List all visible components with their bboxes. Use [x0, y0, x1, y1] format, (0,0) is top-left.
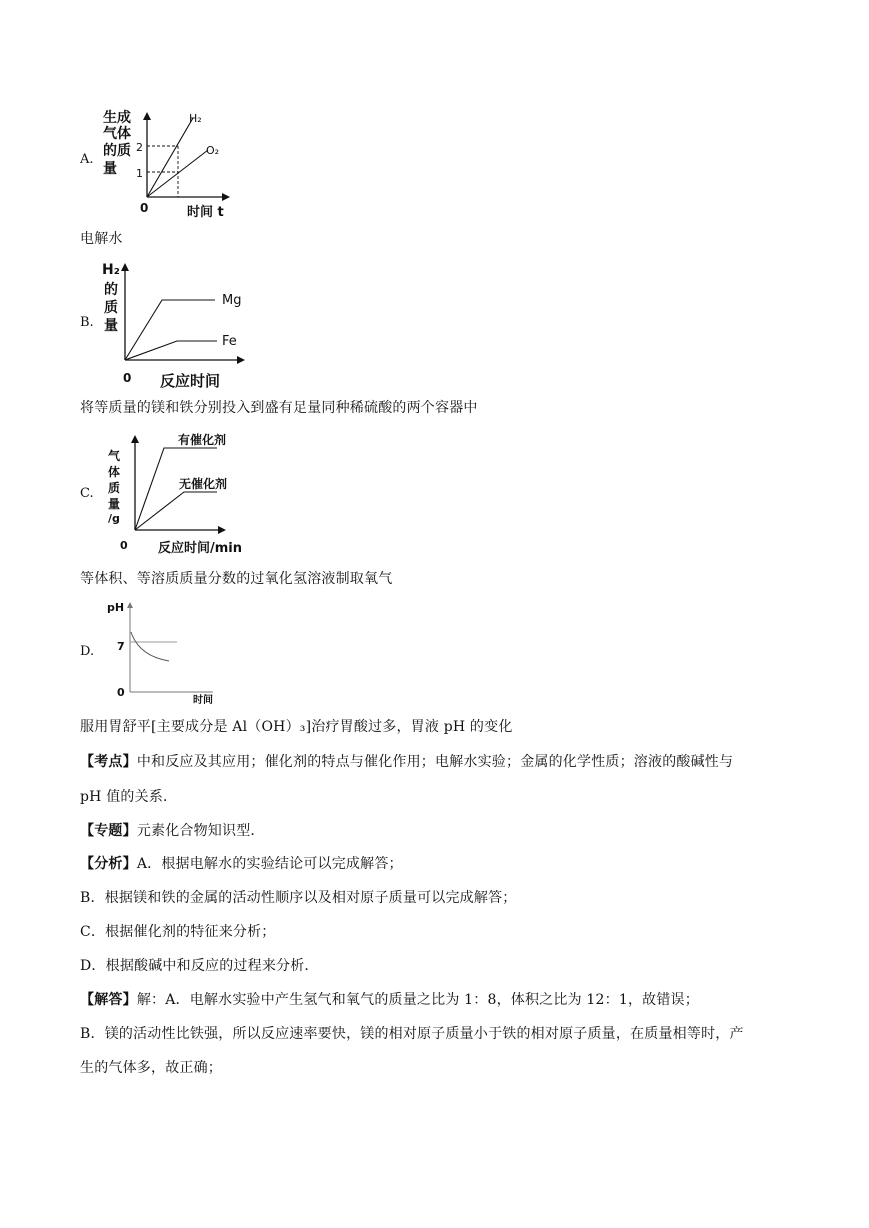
- zhuanti-tag: 【专题】: [80, 823, 137, 839]
- c-ylabel-2: 体: [108, 465, 121, 479]
- b-ylabel-4: 量: [104, 318, 118, 334]
- a-origin: 0: [140, 201, 149, 215]
- option-b-caption: 将等质量的镁和铁分别投入到盛有足量同种稀硫酸的两个容器中: [80, 400, 478, 416]
- b-ylabel-3: 质: [104, 300, 118, 316]
- a-ylabel-3: 的质: [103, 143, 131, 159]
- option-b-letter: B.: [80, 315, 94, 330]
- c-ylabel-4: 量: [108, 497, 121, 511]
- c-ylabel-1: 气: [108, 449, 121, 463]
- b-label-fe: Fe: [222, 334, 237, 349]
- c-label-with: 有催化剂: [178, 433, 227, 447]
- a-tick-2: 2: [136, 141, 143, 154]
- jieda-tag: 【解答】: [80, 992, 137, 1008]
- kaodian-line-1: [80, 751, 733, 771]
- option-c-graph: [100, 428, 245, 558]
- d-xlabel: 时间: [193, 695, 213, 706]
- kaodian-text-1: 中和反应及其应用；催化剂的特点与催化作用；电解水实验；金属的化学性质；溶液的酸碱性与: [136, 754, 734, 770]
- b-xlabel: 反应时间: [160, 372, 221, 390]
- jieda-line-a: [80, 989, 699, 1009]
- fenxi-tag: 【分析】: [80, 856, 137, 872]
- d-tick-7: 7: [117, 640, 125, 653]
- fenxi-line-d: D．根据酸碱中和反应的过程来分析．: [80, 958, 319, 974]
- b-ylabel-2: 的: [104, 282, 118, 298]
- option-a-caption: 电解水: [80, 231, 123, 247]
- a-ylabel-1: 生成: [103, 110, 131, 126]
- fenxi-line-a: [80, 853, 403, 873]
- c-xlabel: 反应时间/min: [158, 541, 243, 556]
- d-origin: 0: [117, 686, 125, 699]
- fenxi-text-a: A．根据电解水的实验结论可以完成解答；: [136, 856, 403, 872]
- zhuanti-line: [80, 820, 265, 840]
- a-label-o2: O₂: [206, 144, 220, 157]
- option-c-caption: 等体积、等溶质质量分数的过氧化氢溶液制取氧气: [80, 571, 393, 587]
- b-ylabel-1: H₂: [102, 262, 120, 278]
- a-tick-1: 1: [136, 167, 143, 180]
- kaodian-line-2: pH 值的关系．: [80, 789, 178, 805]
- c-ylabel-3: 质: [108, 481, 121, 495]
- option-c-letter: C.: [80, 486, 94, 501]
- jieda-text-a: 解：A．电解水实验中产生氢气和氧气的质量之比为 1：8，体积之比为 12：1，故错误；: [136, 992, 699, 1008]
- option-d-caption: 服用胃舒平[主要成分是 Al（OH）₃]治疗胃酸过多，胃液 pH 的变化: [80, 719, 513, 735]
- b-origin: 0: [123, 371, 132, 385]
- option-d-graph: [105, 598, 220, 708]
- option-d-letter: D.: [80, 644, 95, 659]
- a-label-h2: H₂: [189, 112, 202, 125]
- c-label-without: 无催化剂: [179, 477, 228, 491]
- jieda-line-b2: 生的气体多，故正确；: [80, 1060, 222, 1076]
- option-a-graph: [95, 100, 245, 225]
- kaodian-tag: 【考点】: [80, 754, 137, 770]
- option-b-graph: [97, 256, 252, 390]
- d-ylabel: pH: [107, 601, 125, 614]
- fenxi-line-c: C．根据催化剂的特征来分析；: [80, 924, 276, 940]
- b-label-mg: Mg: [222, 293, 242, 308]
- a-xlabel: 时间 t: [187, 205, 224, 220]
- c-ylabel-5: /g: [108, 512, 120, 525]
- c-origin: 0: [120, 539, 128, 552]
- jieda-line-b1: B．镁的活动性比铁强，所以反应速率要快，镁的相对原子质量小于铁的相对原子质量，在质量相等时，产: [80, 1026, 744, 1042]
- a-ylabel-4: 量: [103, 161, 117, 177]
- fenxi-line-b: B．根据镁和铁的金属的活动性顺序以及相对原子质量可以完成解答；: [80, 890, 517, 906]
- a-ylabel-2: 气体: [103, 126, 131, 142]
- option-a-letter: A.: [80, 152, 94, 167]
- zhuanti-text: 元素化合物知识型．: [136, 823, 265, 839]
